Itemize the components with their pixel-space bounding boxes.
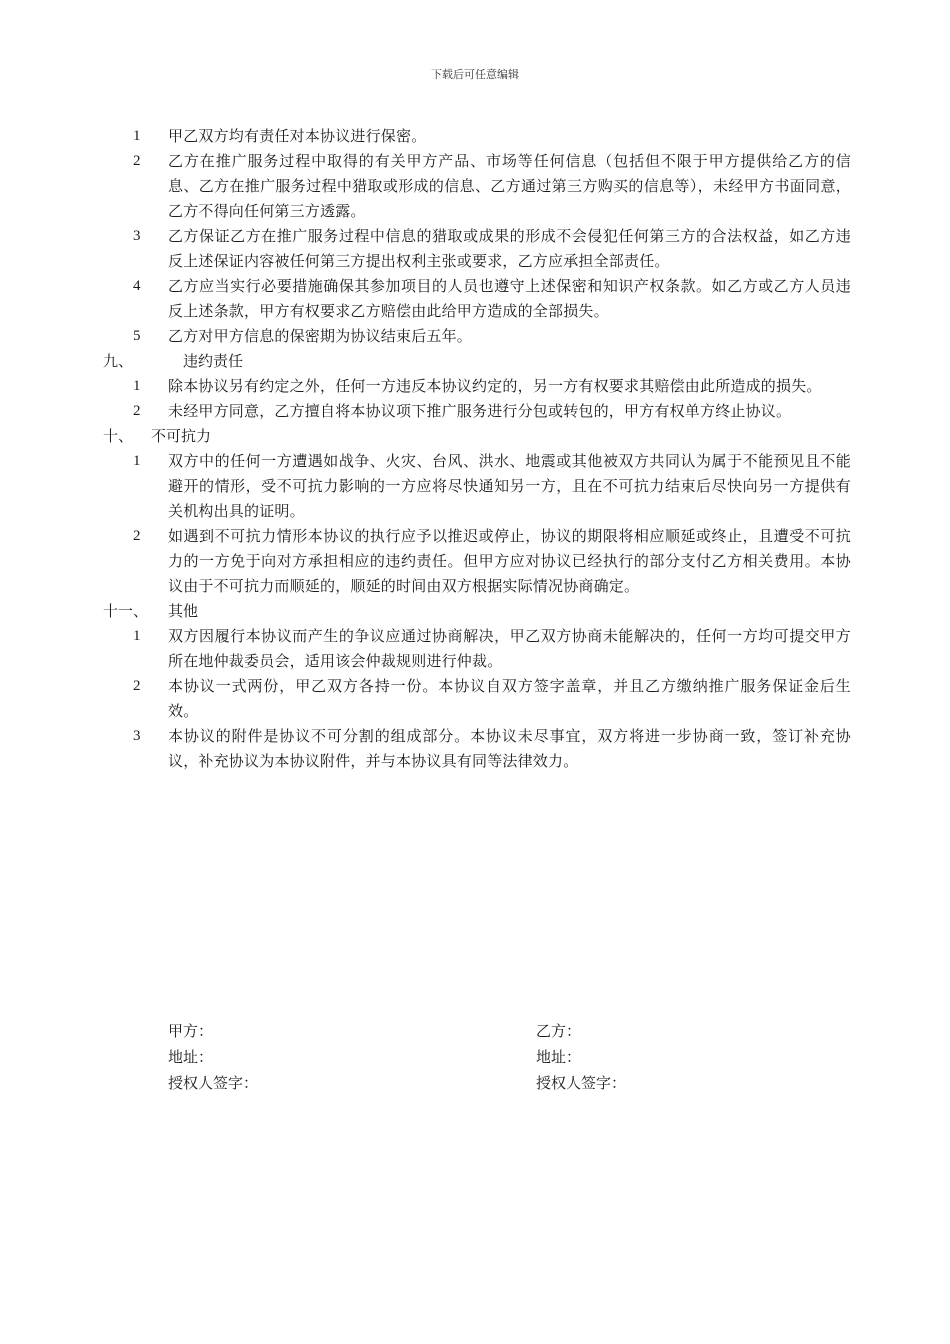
clause-breach-2 xyxy=(0,399,950,424)
clause-text: 乙方在推广服务过程中取得的有关甲方产品、市场等任何信息（包括但不限于甲方提供给乙方的信息、乙方在推广服务过程中猎取或形成的信息、乙方通过第三方购买的信息等），未经甲方书面同意，乙方不得向任何第三方透露。 xyxy=(168,152,851,220)
section-heading-force-majeure xyxy=(0,424,950,449)
party-a-address: 地址： xyxy=(168,1048,214,1066)
clause-number: 1 xyxy=(133,453,141,469)
party-a-signature xyxy=(168,1018,258,1096)
clause-text: 乙方对甲方信息的保密期为协议结束后五年。 xyxy=(168,327,473,345)
clause-number: 2 xyxy=(133,153,141,169)
party-b-sign: 授权人签字： xyxy=(536,1074,627,1092)
clause-force-majeure-2 xyxy=(0,524,950,599)
section-title: 不可抗力 xyxy=(151,427,212,445)
section-heading-breach xyxy=(0,349,950,374)
party-b-address: 地址： xyxy=(536,1048,582,1066)
clause-number: 1 xyxy=(133,628,141,644)
clause-text: 除本协议另有约定之外，任何一方违反本协议约定的，另一方有权要求其赔偿由此所造成的损失。 xyxy=(168,377,822,395)
section-number: 九、 xyxy=(103,352,134,370)
clause-confidentiality-1 xyxy=(0,124,950,149)
clause-text: 如遇到不可抗力情形本协议的执行应予以推迟或停止，协议的期限将相应顺延或终止，且遭受不可抗力的一方免于向对方承担相应的违约责任。但甲方应对协议已经执行的部分支付乙方相关费用。本协议由于不可抗力而顺延的，顺延的时间由双方根据实际情况协商确定。 xyxy=(168,527,851,595)
party-b-label: 乙方： xyxy=(536,1022,582,1040)
party-b-signature xyxy=(536,1018,626,1096)
clause-text: 未经甲方同意，乙方擅自将本协议项下推广服务进行分包或转包的，甲方有权单方终止协议。 xyxy=(168,402,792,420)
party-a-sign: 授权人签字： xyxy=(168,1074,259,1092)
page-header: 下载后可任意编辑 xyxy=(431,68,519,81)
clause-text: 乙方保证乙方在推广服务过程中信息的猎取或成果的形成不会侵犯任何第三方的合法权益，如乙方违反上述保证内容被任何第三方提出权利主张或要求，乙方应承担全部责任。 xyxy=(168,227,851,270)
section-number: 十、 xyxy=(103,427,134,445)
clause-breach-1 xyxy=(0,374,950,399)
clause-other-3 xyxy=(0,724,950,774)
clause-text: 双方中的任何一方遭遇如战争、火灾、台风、洪水、地震或其他被双方共同认为属于不能预见且不能避开的情形，受不可抗力影响的一方应将尽快通知另一方，且在不可抗力结束后尽快向另一方提供有关机构出具的证明。 xyxy=(168,452,851,520)
clause-text: 双方因履行本协议而产生的争议应通过协商解决，甲乙双方协商未能解决的，任何一方均可提交甲方所在地仲裁委员会，适用该会仲裁规则进行仲裁。 xyxy=(168,627,851,670)
clause-number: 2 xyxy=(133,528,141,544)
section-heading-other xyxy=(0,599,950,624)
clause-number: 2 xyxy=(133,678,141,694)
clause-number: 1 xyxy=(133,378,141,394)
document-body xyxy=(0,124,950,774)
section-title: 其他 xyxy=(168,602,199,620)
clause-other-2 xyxy=(0,674,950,724)
party-a-label: 甲方： xyxy=(168,1022,214,1040)
clause-text: 乙方应当实行必要措施确保其参加项目的人员也遵守上述保密和知识产权条款。如乙方或乙方人员违反上述条款，甲方有权要求乙方赔偿由此给甲方造成的全部损失。 xyxy=(168,277,851,320)
clause-number: 1 xyxy=(133,128,141,144)
clause-confidentiality-2 xyxy=(0,149,950,224)
clause-text: 本协议一式两份，甲乙双方各持一份。本协议自双方签字盖章，并且乙方缴纳推广服务保证金后生效。 xyxy=(168,677,851,720)
clause-confidentiality-5 xyxy=(0,324,950,349)
clause-text: 甲乙双方均有责任对本协议进行保密。 xyxy=(168,127,427,145)
clause-number: 3 xyxy=(133,228,141,244)
clause-number: 5 xyxy=(133,328,141,344)
clause-confidentiality-3 xyxy=(0,224,950,274)
clause-number: 2 xyxy=(133,403,141,419)
clause-number: 3 xyxy=(133,728,141,744)
section-number: 十一、 xyxy=(103,602,149,620)
clause-other-1 xyxy=(0,624,950,674)
clause-confidentiality-4 xyxy=(0,274,950,324)
clause-text: 本协议的附件是协议不可分割的组成部分。本协议未尽事宜，双方将进一步协商一致，签订补充协议，补充协议为本协议附件，并与本协议具有同等法律效力。 xyxy=(168,727,851,770)
section-title: 违约责任 xyxy=(183,352,244,370)
clause-force-majeure-1 xyxy=(0,449,950,524)
clause-number: 4 xyxy=(133,278,141,294)
